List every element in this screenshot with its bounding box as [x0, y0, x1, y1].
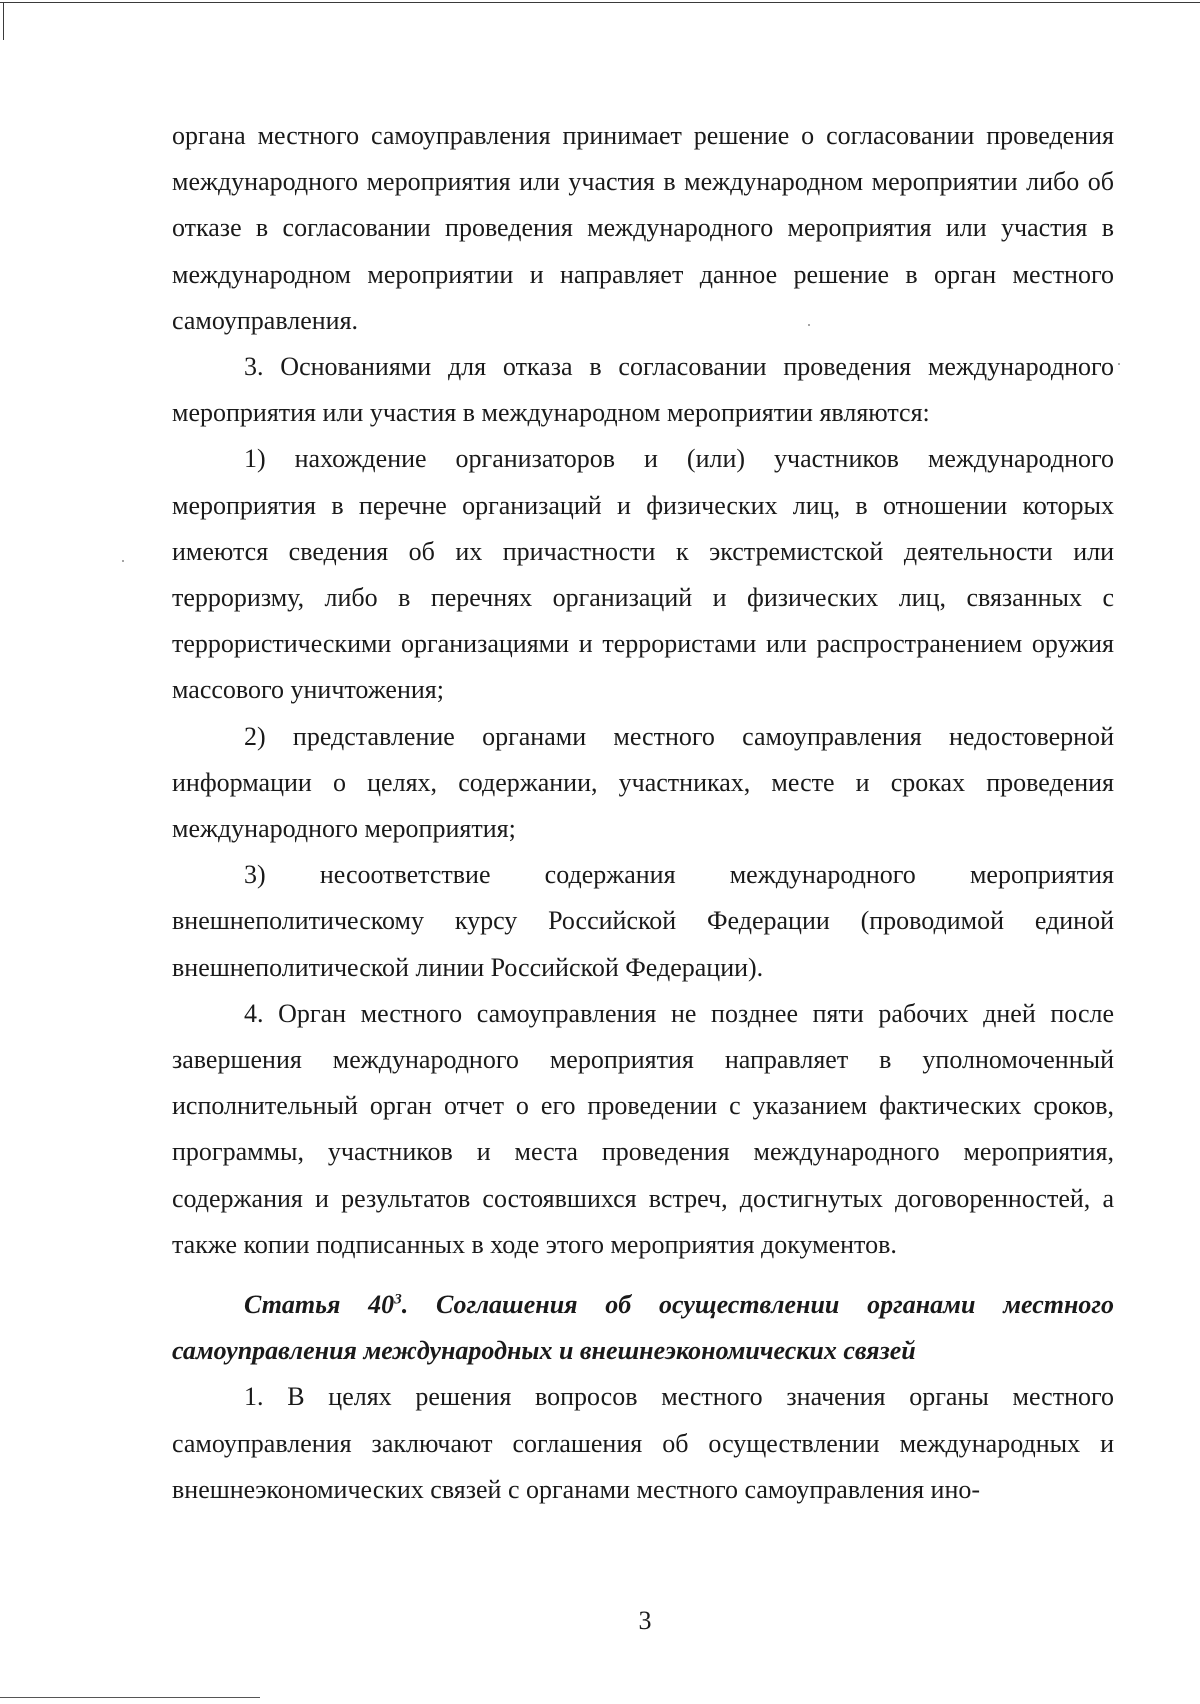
continuation-paragraph: органа местного самоуправления принимает решение о согласовании проведения международного мероприятия или участия в международном мероприятии либо об отказе в согласовании проведения международного мероприятия или участия в международном мероприятии и направляет данное решение в орган местного самоуправления. [172, 121, 1114, 335]
page-number: 3 [638, 1606, 652, 1635]
article-heading-prefix: Статья 40 [244, 1290, 395, 1320]
paragraph-4: 4. Орган местного самоуправления не позднее пяти рабочих дней после завершения международного мероприятия направляет в уполномоченный исполнительный орган отчет о его проведении с указанием фактических сроков, программы, участников и места проведения международного мероприятия, содержания и результатов состоявшихся встреч, достигнутых договоренностей, а также копии подписанных в ходе этого мероприятия документов. [172, 998, 1114, 1259]
scan-speck [122, 560, 124, 562]
article-heading-superscript: 3 [394, 1291, 402, 1308]
article-heading [172, 1282, 1114, 1374]
scan-bottom-edge-line [0, 1697, 260, 1698]
article-paragraph-1: 1. В целях решения вопросов местного значения органы местного самоуправления заключают соглашения об осуществлении международных и внешнеэкономических связей с органами местного самоуправления ино- [172, 1382, 1114, 1504]
list-item-1: 1) нахождение организаторов и (или) участников международного мероприятия в перечне организаций и физических лиц, в отношении которых имеются сведения об их причастности к экстремистской деятельности или терроризму, либо в перечнях организаций и физических лиц, связанных с террористическими организациями и террористами или распространением оружия массового уничтожения; [172, 444, 1114, 705]
paragraph-3: 3. Основаниями для отказа в согласовании проведения международного мероприятия или участия в международном мероприятии являются: [172, 352, 1114, 428]
scan-speck [1118, 363, 1120, 365]
scan-top-edge-line [0, 2, 1200, 3]
list-item-2: 2) представление органами местного самоуправления недостоверной информации о целях, содержании, участниках, месте и сроках проведения международного мероприятия; [172, 721, 1114, 844]
document-body [172, 113, 1114, 1513]
list-item-3: 3) несоответствие содержания международного мероприятия внешнеполитическому курсу Российской Федерации (проводимой единой внешнеполитической линии Российской Федерации). [172, 860, 1114, 982]
scan-left-edge-line [3, 2, 4, 40]
article-heading-title: . Соглашения об осуществлении органами местного самоуправления международных и внешнеэкономических связей [172, 1290, 1114, 1366]
